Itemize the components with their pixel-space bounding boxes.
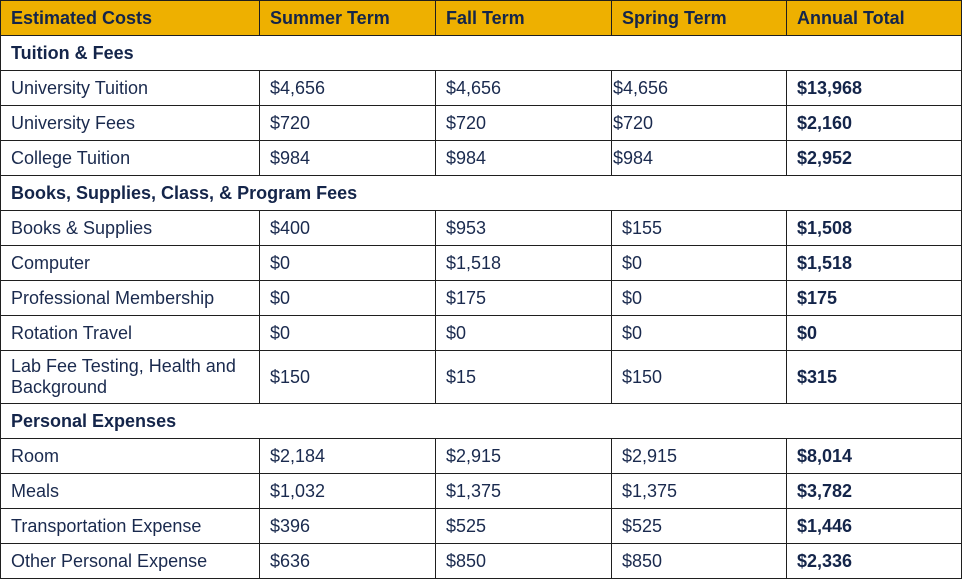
section-row-personal-expenses [1, 404, 962, 439]
spring-cost: $850 [612, 544, 787, 579]
section-title: Tuition & Fees [1, 36, 962, 71]
table-row [1, 71, 962, 106]
row-label: University Fees [1, 106, 260, 141]
annual-total: $1,446 [787, 509, 962, 544]
table-row [1, 509, 962, 544]
row-label: Meals [1, 474, 260, 509]
spring-cost: $4,656 [612, 71, 787, 106]
fall-cost: $525 [436, 509, 612, 544]
summer-cost: $4,656 [260, 71, 436, 106]
row-label: Professional Membership [1, 281, 260, 316]
header-estimated-costs: Estimated Costs [1, 1, 260, 36]
table-row [1, 211, 962, 246]
row-label: University Tuition [1, 71, 260, 106]
annual-total: $8,014 [787, 439, 962, 474]
annual-total: $2,336 [787, 544, 962, 579]
fall-cost: $15 [436, 351, 612, 404]
summer-cost: $0 [260, 281, 436, 316]
fall-cost: $175 [436, 281, 612, 316]
spring-cost: $0 [612, 246, 787, 281]
row-label: Transportation Expense [1, 509, 260, 544]
annual-total: $3,782 [787, 474, 962, 509]
annual-total: $13,968 [787, 71, 962, 106]
summer-cost: $636 [260, 544, 436, 579]
annual-total: $1,508 [787, 211, 962, 246]
spring-cost: $0 [612, 281, 787, 316]
spring-cost: $720 [612, 106, 787, 141]
fall-cost: $984 [436, 141, 612, 176]
fall-cost: $1,518 [436, 246, 612, 281]
summer-cost: $2,184 [260, 439, 436, 474]
table-row [1, 316, 962, 351]
spring-cost: $150 [612, 351, 787, 404]
spring-cost: $1,375 [612, 474, 787, 509]
table-row [1, 141, 962, 176]
fall-cost: $0 [436, 316, 612, 351]
summer-cost: $150 [260, 351, 436, 404]
table-row [1, 351, 962, 404]
header-annual-total: Annual Total [787, 1, 962, 36]
fall-cost: $4,656 [436, 71, 612, 106]
spring-cost: $984 [612, 141, 787, 176]
spring-cost: $525 [612, 509, 787, 544]
header-spring-term: Spring Term [612, 1, 787, 36]
summer-cost: $720 [260, 106, 436, 141]
annual-total: $2,160 [787, 106, 962, 141]
spring-cost: $0 [612, 316, 787, 351]
summer-cost: $984 [260, 141, 436, 176]
table-header-row [1, 1, 962, 36]
annual-total: $2,952 [787, 141, 962, 176]
section-title: Personal Expenses [1, 404, 962, 439]
row-label: Lab Fee Testing, Health and Background [1, 351, 260, 404]
annual-total: $315 [787, 351, 962, 404]
table-row [1, 474, 962, 509]
summer-cost: $1,032 [260, 474, 436, 509]
row-label: College Tuition [1, 141, 260, 176]
row-label: Rotation Travel [1, 316, 260, 351]
section-title: Books, Supplies, Class, & Program Fees [1, 176, 962, 211]
table-row [1, 544, 962, 579]
summer-cost: $0 [260, 246, 436, 281]
annual-total: $1,518 [787, 246, 962, 281]
section-row-tuition-fees [1, 36, 962, 71]
fall-cost: $720 [436, 106, 612, 141]
row-label: Room [1, 439, 260, 474]
header-fall-term: Fall Term [436, 1, 612, 36]
annual-total: $0 [787, 316, 962, 351]
table-row [1, 281, 962, 316]
table-row [1, 246, 962, 281]
table-row [1, 439, 962, 474]
section-row-books-supplies [1, 176, 962, 211]
summer-cost: $400 [260, 211, 436, 246]
header-summer-term: Summer Term [260, 1, 436, 36]
row-label: Other Personal Expense [1, 544, 260, 579]
fall-cost: $953 [436, 211, 612, 246]
annual-total: $175 [787, 281, 962, 316]
fall-cost: $2,915 [436, 439, 612, 474]
row-label: Computer [1, 246, 260, 281]
summer-cost: $396 [260, 509, 436, 544]
summer-cost: $0 [260, 316, 436, 351]
spring-cost: $2,915 [612, 439, 787, 474]
row-label: Books & Supplies [1, 211, 260, 246]
fall-cost: $1,375 [436, 474, 612, 509]
fall-cost: $850 [436, 544, 612, 579]
table-row [1, 106, 962, 141]
spring-cost: $155 [612, 211, 787, 246]
